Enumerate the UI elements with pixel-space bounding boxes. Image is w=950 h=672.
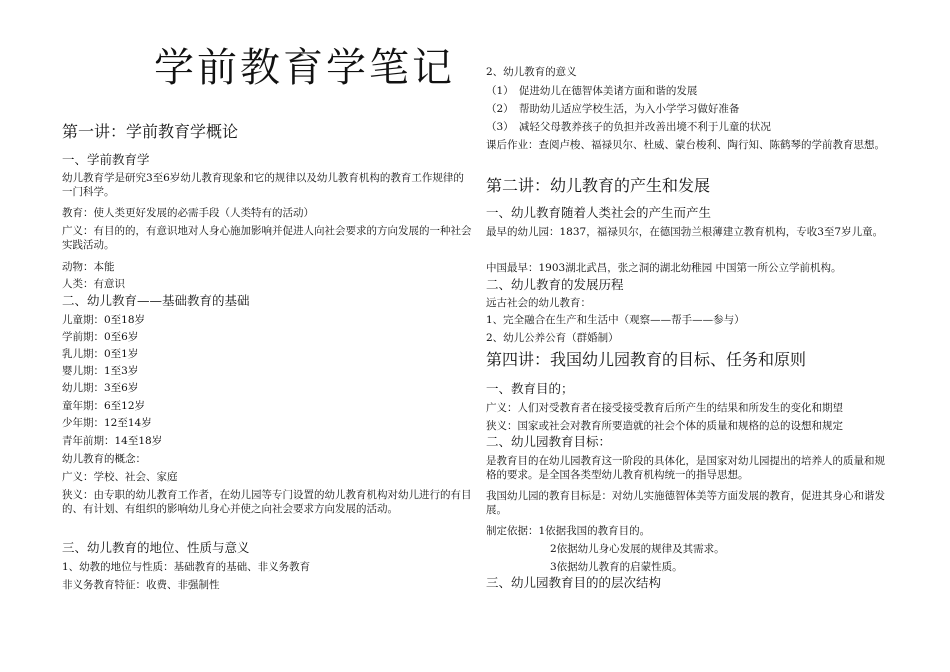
paragraph: 2依据幼儿身心发展的规律及其需求。	[550, 543, 725, 555]
section-heading: 二、幼儿教育的发展历程	[486, 277, 624, 292]
list-item: 2、幼儿公养公育（群婚制）	[486, 332, 619, 344]
section-heading: 一、学前教育学	[62, 152, 150, 167]
section-heading: 二、幼儿教育——基础教育的基础	[62, 293, 250, 308]
paragraph: 人类：有意识	[62, 278, 125, 290]
period-item: 童年期：6至12岁	[62, 400, 146, 412]
period-item: 幼儿期：3至6岁	[62, 382, 139, 394]
paragraph: 广义：学校、社会、家庭	[62, 471, 178, 483]
section-heading: 一、教育目的；	[486, 381, 574, 396]
period-item: 乳儿期：0至1岁	[62, 348, 139, 360]
paragraph: 我国幼儿园的教育目标是：对幼儿实施德智体美等方面发展的教育，促进其身心和谐发展。	[486, 490, 885, 516]
paragraph: 1、幼教的地位与性质：基础教育的基础、非义务教育	[62, 561, 311, 573]
period-item: 儿童期：0至18岁	[62, 314, 146, 326]
paragraph: 远古社会的幼儿教育：	[486, 297, 591, 309]
period-item: 青年前期：14至18岁	[62, 435, 163, 447]
paragraph: 狭义：由专职的幼儿教育工作者，在幼儿园等专门设置的幼儿教育机构对幼儿进行的有目的、有计划、有组织的影响幼儿身心并使之向社会要求方向发展的活动。	[62, 489, 472, 515]
paragraph: 教育：使人类更好发展的必需手段（人类特有的活动）	[62, 207, 314, 219]
period-item: 学前期：0至6岁	[62, 331, 139, 343]
lecture-4-heading: 第四讲：我国幼儿园教育的目标、任务和原则	[486, 350, 807, 369]
list-item: （3） 减轻父母教养孩子的负担并改善出境不利于儿童的状况	[486, 121, 771, 133]
paragraph: 非义务教育特征：收费、非强制性	[62, 579, 220, 591]
paragraph: 中国最早：1903湖北武昌，张之洞的湖北幼稚园 中国第一所公立学前机构。	[486, 262, 842, 274]
paragraph: 动物：本能	[62, 261, 115, 273]
lecture-2-heading: 第二讲：幼儿教育的产生和发展	[486, 176, 711, 195]
section-heading: 二、幼儿园教育目标：	[486, 434, 612, 449]
list-item: （1） 促进幼儿在德智体美诸方面和谐的发展	[486, 85, 698, 97]
paragraph: 制定依据：1依据我国的教育目的。	[486, 525, 651, 537]
paragraph: 课后作业：查阅卢梭、福禄贝尔、杜威、蒙台梭利、陶行知、陈鹤琴的学前教育思想。	[486, 139, 885, 151]
paragraph: 幼儿教育的概念：	[62, 453, 146, 465]
paragraph: 狭义：国家或社会对教育所要造就的社会个体的质量和规格的总的设想和规定	[486, 420, 843, 432]
lecture-1-heading: 第一讲：学前教育学概论	[62, 122, 239, 141]
period-item: 少年期：12至14岁	[62, 417, 152, 429]
paragraph: 幼儿教育学是研究3至6岁幼儿教育现象和它的规律以及幼儿教育机构的教育工作规律的一门科学。	[62, 172, 464, 198]
section-heading: 三、幼儿园教育目的的层次结构	[486, 575, 662, 590]
paragraph: 3依据幼儿教育的启蒙性质。	[550, 561, 683, 573]
list-item: （2） 帮助幼儿适应学校生活，为入小学学习做好准备	[486, 103, 740, 115]
section-heading: 一、幼儿教育随着人类社会的产生而产生	[486, 205, 712, 220]
paragraph: 是教育目的在幼儿园教育这一阶段的具体化，是国家对幼儿园提出的培养人的质量和规格的要求。是全国各类型幼儿教育机构统一的指导思想。	[486, 455, 885, 481]
period-item: 婴儿期：1至3岁	[62, 365, 139, 377]
paragraph: 广义：人们对受教育者在接受接受教育后所产生的结果和所发生的变化和期望	[486, 402, 843, 414]
document-title: 学前教育学笔记	[154, 45, 455, 91]
paragraph: 2、幼儿教育的意义	[486, 66, 577, 78]
list-item: 1、完全融合在生产和生活中（观察——帮手——参与）	[486, 314, 745, 326]
section-heading: 三、幼儿教育的地位、性质与意义	[62, 540, 250, 555]
paragraph: 最早的幼儿园：1837，福禄贝尔，在德国勃兰根薄建立教育机构，专收3至7岁儿童。	[486, 226, 884, 238]
paragraph: 广义：有目的的，有意识地对人身心施加影响并促进人向社会要求的方向发展的一种社会实践活动。	[62, 225, 472, 251]
